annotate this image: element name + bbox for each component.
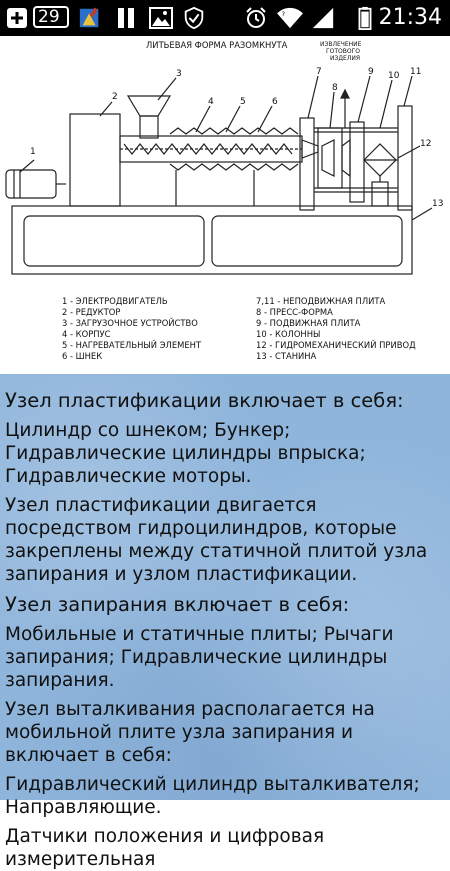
add-icon: [6, 6, 28, 30]
legend-item: 8 - ПРЕСС-ФОРМА: [256, 307, 333, 317]
part-number: 5: [240, 97, 246, 107]
section-heading: Узел пластификации включает в себя:: [5, 389, 404, 412]
notification-count: 29: [38, 7, 60, 27]
legend-item: 13 - СТАНИНА: [256, 351, 317, 361]
legend-item: 12 - ГИДРОМЕХАНИЧЕСКИЙ ПРИВОД: [256, 340, 416, 350]
legend-item: 2 - РЕДУКТОР: [62, 307, 121, 317]
legend-left: [62, 296, 202, 361]
legend-item: 6 - ШНЕК: [62, 351, 103, 361]
pause-icon: [115, 6, 137, 30]
legend-item: 10 - КОЛОННЫ: [256, 329, 321, 339]
legend-item: 4 - КОРПУС: [62, 329, 111, 339]
part-number: 8: [332, 83, 338, 93]
shield-check-icon: [182, 6, 206, 30]
image-icon: [148, 6, 174, 30]
callout-line-3: ИЗДЕЛИЯ: [330, 55, 360, 62]
machine-diagram: [0, 36, 450, 374]
part-number: 12: [420, 139, 432, 149]
part-number: 6: [272, 97, 278, 107]
legend-item: 7,11 - НЕПОДВИЖНАЯ ПЛИТА: [256, 296, 386, 306]
part-number: 4: [208, 97, 214, 107]
diagram-drawing: [0, 36, 450, 374]
section-heading: Узел запирания включает в себя:: [5, 593, 350, 616]
legend-right: [256, 296, 416, 361]
paragraph: Гидравлический цилиндр выталкивателя; Направляющие.: [5, 774, 420, 818]
clock: 21:34: [378, 5, 442, 30]
paragraph: Узел выталкивания располагается на мобильной плите узла запирания и включает в себя:: [5, 699, 375, 766]
part-number: 1: [30, 147, 36, 157]
paragraph: Цилиндр со шнеком; Бункер; Гидравлические цилиндры впрыска; Гидравлические моторы.: [5, 420, 366, 487]
callout-line-2: ГОТОВОГО: [326, 48, 360, 55]
part-number: 2: [112, 92, 118, 102]
rear-plate: [398, 106, 412, 210]
legend-item: 5 - НАГРЕВАТЕЛЬНЫЙ ЭЛЕМЕНТ: [62, 340, 202, 350]
part-number: 3: [176, 69, 182, 79]
cleaner-app-icon: [77, 6, 103, 30]
alarm-icon: [244, 6, 268, 30]
signal-icon: [310, 6, 336, 30]
heater-coils: [170, 128, 298, 170]
wifi-icon: [275, 6, 305, 30]
moving-plate: [350, 122, 364, 202]
article-content[interactable]: [0, 374, 450, 870]
diagram-title: ЛИТЬЕВАЯ ФОРМА РАЗОМКНУТА: [146, 40, 288, 50]
legend-item: 9 - ПОДВИЖНАЯ ПЛИТА: [256, 318, 361, 328]
hopper: [128, 96, 170, 116]
legend-item: 3 - ЗАГРУЗОЧНОЕ УСТРОЙСТВО: [62, 318, 198, 328]
part-number: 11: [410, 67, 422, 77]
svg-text:?: ?: [281, 10, 286, 19]
fixed-plate: [300, 118, 314, 210]
notification-count-badge: [33, 6, 69, 28]
callout-line-1: ИЗВЛЕЧЕНИЕ: [320, 41, 362, 48]
paragraph: Датчики положения и цифровая измерительная: [5, 826, 325, 870]
part-number: 9: [368, 67, 374, 77]
paragraph: Мобильные и статичные плиты; Рычаги запирания; Гидравлические цилиндры запирания.: [5, 624, 394, 691]
status-bar: [0, 0, 450, 36]
reducer: [70, 114, 120, 206]
part-number: 10: [388, 71, 400, 81]
part-number: 7: [316, 67, 322, 77]
legend-item: 1 - ЭЛЕКТРОДВИГАТЕЛЬ: [62, 296, 168, 306]
battery-icon: [358, 6, 372, 30]
part-number: 13: [432, 199, 444, 209]
paragraph: Узел пластификации двигается посредством гидроцилиндров, которые закреплены между статичной плитой узла запирания и узлом пластификации.: [5, 495, 428, 585]
